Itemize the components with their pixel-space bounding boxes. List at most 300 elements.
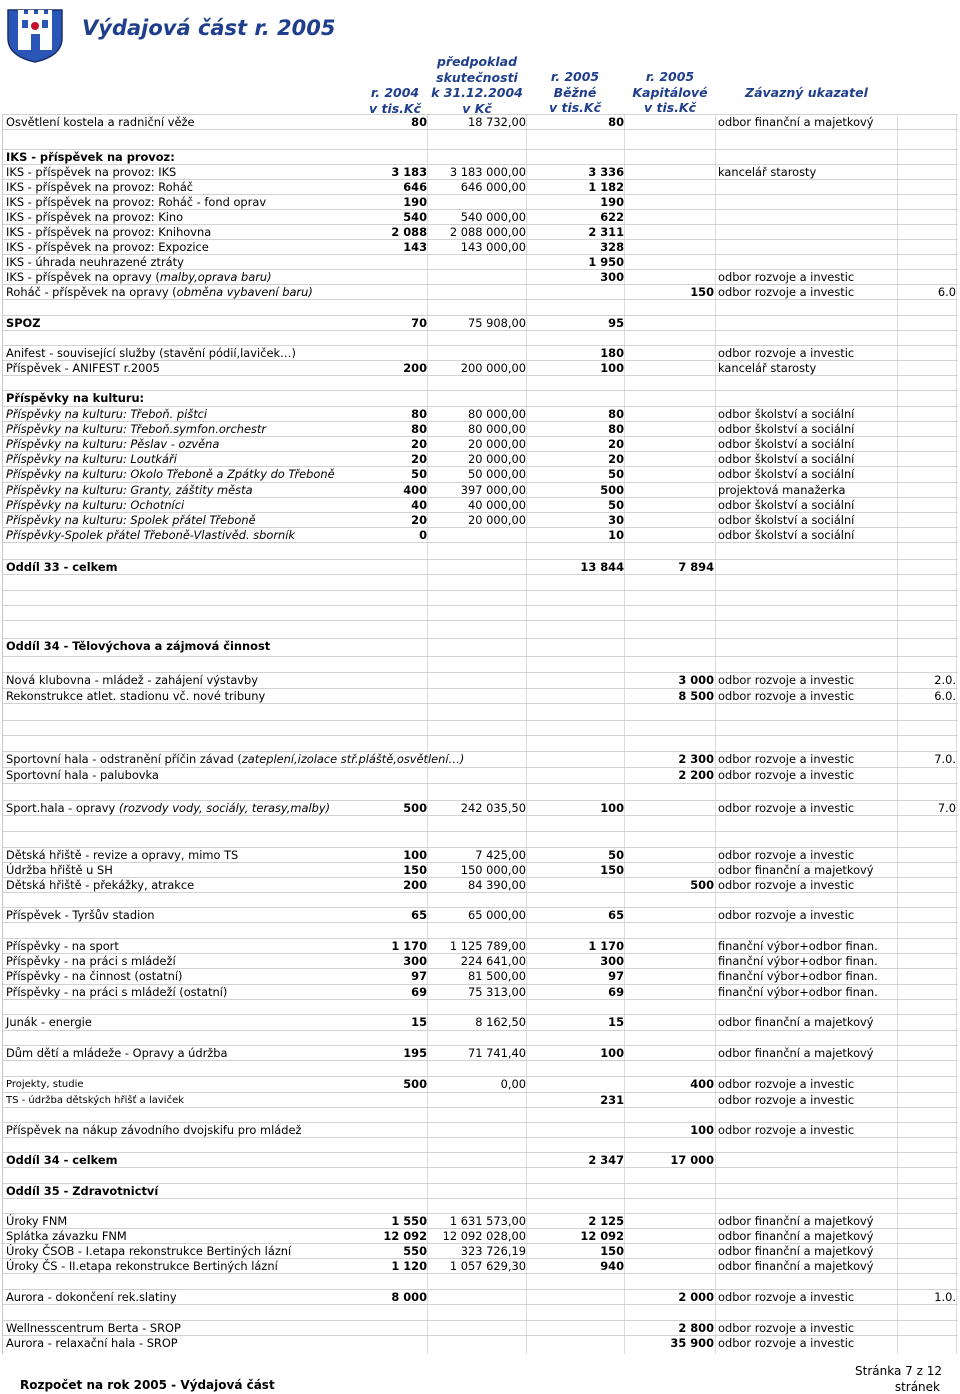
value-skutecnost: 80 000,00: [468, 407, 526, 421]
value-skutecnost: 20 000,00: [468, 437, 526, 451]
value-kapitalove-2005: 35 900: [670, 1336, 714, 1350]
row-label: Dětská hřiště - překážky, atrakce: [6, 878, 195, 892]
table-row: [3, 1243, 958, 1259]
value-skutecnost: 20 000,00: [468, 452, 526, 466]
value-ukazatel: odbor rozvoje a investic: [718, 1123, 855, 1137]
value-ukazatel: odbor finanční a majetkový: [718, 1015, 874, 1029]
value-bezne-2005: 150: [600, 1244, 624, 1258]
table-row: [3, 815, 958, 831]
row-label-note: zateplení,izolace stř.pláště,osvětlení…): [241, 752, 465, 766]
table-row: [3, 1014, 958, 1030]
row-label: Junák - energie: [6, 1015, 92, 1029]
value-extra: 7.0.: [934, 752, 956, 766]
table-row: [3, 149, 958, 165]
value-2004: 200: [403, 361, 427, 375]
row-label: IKS - příspěvek na provoz: Knihovna: [6, 225, 212, 239]
table-row: [3, 1122, 958, 1138]
value-ukazatel: odbor rozvoje a investic: [718, 285, 855, 299]
value-skutecnost: 81 500,00: [468, 969, 526, 983]
value-skutecnost: 224 641,00: [460, 954, 526, 968]
table-row: [3, 375, 958, 391]
row-label: Úroky ČS - II.etapa rekonstrukce Bertiných lázní: [6, 1259, 278, 1273]
row-label: Oddíl 34 - celkem: [6, 1153, 118, 1167]
value-2004: 190: [403, 195, 427, 209]
table-row: [3, 360, 958, 376]
value-skutecnost: 2 088 000,00: [449, 225, 526, 239]
header-line: Kapitálové: [632, 84, 708, 100]
table-row: [3, 451, 958, 467]
value-ukazatel: odbor školství a sociální: [718, 467, 855, 481]
row-label: Nová klubovna - mládež - zahájení výstavby: [6, 673, 259, 687]
table-row: [3, 542, 958, 558]
value-kapitalove-2005: 2 300: [678, 752, 714, 766]
column-header-skutecnost: [428, 54, 526, 116]
value-2004: 500: [403, 801, 427, 815]
table-row: [3, 209, 958, 225]
value-bezne-2005: 100: [600, 801, 624, 815]
header-line: Závazný ukazatel: [745, 85, 868, 100]
value-2004: 20: [411, 513, 427, 527]
table-row: [3, 497, 958, 513]
value-skutecnost: 1 125 789,00: [449, 939, 526, 953]
row-label: Příspěvek - ANIFEST r.2005: [6, 361, 160, 375]
value-bezne-2005: 50: [608, 498, 624, 512]
value-ukazatel: odbor školství a sociální: [718, 513, 855, 527]
table-row: [3, 767, 958, 783]
value-bezne-2005: 2 347: [588, 1153, 624, 1167]
row-label: SPOZ: [6, 316, 41, 330]
table-row: [3, 953, 958, 969]
value-skutecnost: 71 741,40: [468, 1046, 526, 1060]
value-bezne-2005: 65: [608, 908, 624, 922]
table-row: [3, 735, 958, 751]
table-row: [3, 330, 958, 346]
row-label: Anifest - související služby (stavění pódií,laviček…): [6, 346, 296, 360]
column-header-ukazatel: [745, 85, 868, 101]
value-ukazatel: odbor rozvoje a investic: [718, 346, 855, 360]
column-header-kapitalove: [630, 69, 710, 116]
row-label: Příspěvky-Spolek přátel Třeboně-Vlastivěd. sborník: [6, 528, 296, 542]
header-line: r. 2005: [550, 69, 600, 84]
value-skutecnost: 20 000,00: [468, 513, 526, 527]
value-skutecnost: 0,00: [500, 1077, 526, 1091]
table-row: [3, 527, 958, 543]
table-row: [3, 1335, 958, 1351]
value-2004: 20: [411, 452, 427, 466]
row-label: IKS - příspěvek na provoz: Kino: [6, 210, 184, 224]
header-line: skutečnosti: [436, 69, 518, 85]
header-line: r. 2004: [370, 85, 420, 100]
table-row: [3, 574, 958, 590]
table-row: [3, 620, 958, 636]
table-row: [3, 1167, 958, 1183]
value-bezne-2005: 190: [600, 195, 624, 209]
table-row: [3, 877, 958, 893]
table-row: [3, 938, 958, 954]
row-label: Projekty, studie: [6, 1079, 84, 1090]
table-row: [3, 907, 958, 923]
value-2004: 65: [411, 908, 427, 922]
value-2004: 100: [403, 848, 427, 862]
value-kapitalove-2005: 17 000: [670, 1153, 714, 1167]
value-extra: 7.0: [937, 801, 956, 815]
row-label: Příspěvky - na práci s mládeží: [6, 954, 176, 968]
header-line: r. 2005: [645, 69, 695, 84]
row-label: Příspěvky na kulturu: Třeboň. pištci: [6, 407, 208, 421]
table-row: [3, 1320, 958, 1336]
value-skutecnost: 143 000,00: [460, 240, 526, 254]
value-ukazatel: odbor finanční a majetkový: [718, 1046, 874, 1060]
table-row: [3, 605, 958, 621]
value-skutecnost: 84 390,00: [468, 878, 526, 892]
table-row: [3, 783, 958, 799]
table-row: [3, 1228, 958, 1244]
value-ukazatel: odbor rozvoje a investic: [718, 848, 855, 862]
value-ukazatel: odbor rozvoje a investic: [718, 689, 855, 703]
value-skutecnost: 540 000,00: [460, 210, 526, 224]
value-skutecnost: 75 908,00: [468, 316, 526, 330]
value-bezne-2005: 3 336: [588, 165, 624, 179]
page-number: Stránka 7 z 12: [855, 1364, 942, 1378]
table-row: [3, 1304, 958, 1320]
row-label: IKS - příspěvek na provoz: IKS: [6, 165, 177, 179]
value-bezne-2005: 300: [600, 270, 624, 284]
row-label: IKS - příspěvek na provoz: Roháč: [6, 180, 194, 194]
row-label: Dům dětí a mládeže - Opravy a údržba: [6, 1046, 228, 1060]
table-row: [3, 1076, 958, 1092]
row-label: Příspěvky na kulturu: Okolo Třeboně a Zpátky do Třeboně: [6, 467, 335, 481]
value-ukazatel: odbor finanční a majetkový: [718, 1214, 874, 1228]
table-row: [3, 254, 958, 270]
value-kapitalove-2005: 2 200: [678, 768, 714, 782]
value-bezne-2005: 12 092: [580, 1229, 624, 1243]
table-row: [3, 482, 958, 498]
table-row: [3, 688, 958, 704]
value-bezne-2005: 10: [608, 528, 624, 542]
value-2004: 12 092: [383, 1229, 427, 1243]
value-skutecnost: 80 000,00: [468, 422, 526, 436]
row-label: Roháč - příspěvek na opravy (obměna vybavení baru): [6, 285, 313, 299]
row-label: IKS - úhrada neuhrazené ztráty: [6, 255, 184, 269]
value-ukazatel: odbor rozvoje a investic: [718, 752, 855, 766]
value-2004: 97: [411, 969, 427, 983]
value-skutecnost: 3 183 000,00: [449, 165, 526, 179]
row-label: TS - údržba dětských hřišť a laviček: [6, 1095, 185, 1106]
table-row: [3, 831, 958, 847]
table-row: [3, 299, 958, 315]
value-kapitalove-2005: 500: [690, 878, 714, 892]
value-skutecnost: 18 732,00: [468, 115, 526, 129]
value-2004: 70: [411, 316, 427, 330]
table-row: [3, 421, 958, 437]
table-row: [3, 1183, 958, 1199]
row-label: Aurora - relaxační hala - SROP: [6, 1336, 178, 1350]
value-ukazatel: odbor rozvoje a investic: [718, 878, 855, 892]
row-label: Příspěvky - na sport: [6, 939, 119, 953]
value-ukazatel: odbor rozvoje a investic: [718, 1093, 855, 1107]
value-ukazatel: odbor rozvoje a investic: [718, 270, 855, 284]
row-label: Úroky FNM: [6, 1214, 68, 1228]
value-2004: 8 000: [391, 1290, 427, 1304]
row-label: Oddíl 35 - Zdravotnictví: [6, 1184, 159, 1198]
value-2004: 3 183: [391, 165, 427, 179]
value-skutecnost: 323 726,19: [460, 1244, 526, 1258]
table-row: [3, 315, 958, 331]
value-2004: 15: [411, 1015, 427, 1029]
table-row: [3, 129, 958, 145]
value-ukazatel: odbor školství a sociální: [718, 452, 855, 466]
value-ukazatel: odbor finanční a majetkový: [718, 1244, 874, 1258]
row-label: Rekonstrukce atlet. stadionu vč. nové tribuny: [6, 689, 266, 703]
table-row: [3, 406, 958, 422]
value-2004: 20: [411, 437, 427, 451]
column-header-2004: [365, 85, 425, 116]
value-skutecnost: 646 000,00: [460, 180, 526, 194]
budget-table: [2, 114, 958, 1354]
row-label-note: malby,oprava baru): [159, 270, 272, 284]
value-2004: 150: [403, 863, 427, 877]
value-bezne-2005: 80: [608, 115, 624, 129]
table-row: [3, 672, 958, 688]
column-header-bezne: [540, 69, 610, 116]
table-row: [3, 590, 958, 606]
value-bezne-2005: 80: [608, 422, 624, 436]
value-skutecnost: 242 035,50: [460, 801, 526, 815]
value-2004: 69: [411, 985, 427, 999]
value-skutecnost: 1 057 629,30: [449, 1259, 526, 1273]
row-label: IKS - příspěvek na provoz: Expozice: [6, 240, 209, 254]
row-label: Splátka závazku FNM: [6, 1229, 127, 1243]
value-extra: 6.0.: [934, 689, 956, 703]
value-bezne-2005: 231: [600, 1093, 624, 1107]
table-row: [3, 559, 958, 575]
town-crest-logo: [4, 4, 66, 64]
row-label: Příspěvky - na činnost (ostatní): [6, 969, 183, 983]
header-line: Běžné: [553, 84, 597, 100]
row-label: Oddíl 34 - Tělovýchova a zájmová činnost: [6, 639, 271, 653]
table-row: [3, 390, 958, 406]
value-bezne-2005: 300: [600, 954, 624, 968]
value-2004: 195: [403, 1046, 427, 1060]
table-row: [3, 1273, 958, 1289]
value-bezne-2005: 2 125: [588, 1214, 624, 1228]
table-row: [3, 862, 958, 878]
value-bezne-2005: 50: [608, 848, 624, 862]
value-bezne-2005: 150: [600, 863, 624, 877]
value-skutecnost: 50 000,00: [468, 467, 526, 481]
value-ukazatel: odbor rozvoje a investic: [718, 908, 855, 922]
table-row: [3, 179, 958, 195]
table-row: [3, 224, 958, 240]
value-skutecnost: 40 000,00: [468, 498, 526, 512]
value-ukazatel: odbor finanční a majetkový: [718, 1229, 874, 1243]
value-2004: 80: [411, 422, 427, 436]
value-bezne-2005: 500: [600, 483, 624, 497]
value-2004: 400: [403, 483, 427, 497]
value-ukazatel: kancelář starosty: [718, 361, 817, 375]
value-ukazatel: odbor školství a sociální: [718, 498, 855, 512]
table-row: [3, 194, 958, 210]
row-label: Příspěvky - na práci s mládeží (ostatní): [6, 985, 228, 999]
table-row: [3, 239, 958, 255]
table-row: [3, 1258, 958, 1274]
table-row: [3, 1107, 958, 1123]
value-ukazatel: odbor rozvoje a investic: [718, 673, 855, 687]
table-row: [3, 999, 958, 1015]
value-skutecnost: 1 631 573,00: [449, 1214, 526, 1228]
value-bezne-2005: 180: [600, 346, 624, 360]
value-2004: 2 088: [391, 225, 427, 239]
value-skutecnost: 75 313,00: [468, 985, 526, 999]
document-title: Výdajová část r. 2005: [82, 16, 336, 40]
table-row: [3, 269, 958, 285]
row-label-note: obměna vybavení baru): [176, 285, 313, 299]
header-line: v tis.Kč: [643, 100, 697, 115]
value-bezne-2005: 80: [608, 407, 624, 421]
header-line: k 31.12.2004: [431, 85, 523, 100]
table-row: [3, 436, 958, 452]
value-ukazatel: odbor finanční a majetkový: [718, 115, 874, 129]
table-row: [3, 720, 958, 736]
table-row: [3, 751, 958, 767]
value-bezne-2005: 69: [608, 985, 624, 999]
value-2004: 646: [403, 180, 427, 194]
table-row: [3, 1060, 958, 1076]
value-ukazatel: odbor rozvoje a investic: [718, 768, 855, 782]
value-ukazatel: odbor školství a sociální: [718, 407, 855, 421]
table-row: [3, 114, 958, 130]
value-bezne-2005: 940: [600, 1259, 624, 1273]
row-label: IKS - příspěvek na provoz: Roháč - fond oprav: [6, 195, 267, 209]
value-ukazatel: odbor rozvoje a investic: [718, 1077, 855, 1091]
row-label: Příspěvky na kulturu: Granty, záštity města: [6, 483, 253, 497]
header-line: v tis.Kč: [368, 100, 422, 116]
row-label: Sportovní hala - odstranění příčin závad (zateplení,izolace stř.pláště,osvětlení…): [6, 752, 465, 766]
table-row: [3, 984, 958, 1000]
table-row: [3, 703, 958, 719]
table-row: [3, 345, 958, 361]
row-label: Úroky ČSOB - I.etapa rekonstrukce Bertiných lázní: [6, 1244, 292, 1258]
value-bezne-2005: 15: [608, 1015, 624, 1029]
value-kapitalove-2005: 2 800: [678, 1321, 714, 1335]
value-2004: 1 550: [391, 1214, 427, 1228]
row-label: Dětská hřiště - revize a opravy, mimo TS: [6, 848, 239, 862]
value-bezne-2005: 50: [608, 467, 624, 481]
row-label: Příspěvky na kulturu:: [6, 391, 145, 405]
value-bezne-2005: 30: [608, 513, 624, 527]
value-2004: 500: [403, 1077, 427, 1091]
header-line: v tis.Kč: [548, 100, 602, 115]
table-row: [3, 164, 958, 180]
table-row: [3, 1030, 958, 1046]
value-skutecnost: 7 425,00: [475, 848, 526, 862]
value-bezne-2005: 100: [600, 361, 624, 375]
row-label: Sportovní hala - palubovka: [6, 768, 159, 782]
value-ukazatel: odbor rozvoje a investic: [718, 1290, 855, 1304]
value-bezne-2005: 1 182: [588, 180, 624, 194]
header-line: v Kč: [462, 100, 492, 116]
row-label: Příspěvek na nákup závodního dvojskifu pro mládež: [6, 1123, 302, 1137]
table-row: [3, 800, 958, 816]
value-2004: 200: [403, 878, 427, 892]
value-ukazatel: odbor finanční a majetkový: [718, 863, 874, 877]
value-kapitalove-2005: 150: [690, 285, 714, 299]
row-label: Aurora - dokončení rek.slatiny: [6, 1290, 177, 1304]
row-label: Příspěvek - Tyršův stadion: [6, 908, 155, 922]
value-2004: 50: [411, 467, 427, 481]
table-row: [3, 922, 958, 938]
value-kapitalove-2005: 100: [690, 1123, 714, 1137]
value-2004: 0: [419, 528, 427, 542]
value-2004: 300: [403, 954, 427, 968]
value-kapitalove-2005: 3 000: [678, 673, 714, 687]
row-label: Osvětlení kostela a radniční věže: [6, 115, 195, 129]
value-extra: 2.0.: [934, 673, 956, 687]
table-row: [3, 1092, 958, 1108]
row-label: IKS - příspěvek na provoz:: [6, 150, 175, 164]
value-bezne-2005: 1 950: [588, 255, 624, 269]
table-row: [3, 968, 958, 984]
table-row: [3, 656, 958, 672]
value-2004: 143: [403, 240, 427, 254]
value-ukazatel: finanční výbor+odbor finan.: [718, 954, 878, 968]
table-row: [3, 1213, 958, 1229]
value-2004: 1 170: [391, 939, 427, 953]
value-ukazatel: finanční výbor+odbor finan.: [718, 969, 878, 983]
value-ukazatel: odbor školství a sociální: [718, 422, 855, 436]
value-ukazatel: finanční výbor+odbor finan.: [718, 985, 878, 999]
table-row: [3, 1198, 958, 1214]
footer-pages-label: stránek: [894, 1380, 940, 1394]
value-2004: 550: [403, 1244, 427, 1258]
row-label: Wellnesscentrum Berta - SROP: [6, 1321, 181, 1335]
row-label: Příspěvky na kulturu: Loutkáři: [6, 452, 177, 466]
value-ukazatel: projektová manažerka: [718, 483, 846, 497]
value-extra: 6.0: [937, 285, 956, 299]
value-skutecnost: 150 000,00: [460, 863, 526, 877]
value-bezne-2005: 20: [608, 437, 624, 451]
value-bezne-2005: 100: [600, 1046, 624, 1060]
value-ukazatel: finanční výbor+odbor finan.: [718, 939, 878, 953]
value-skutecnost: 65 000,00: [468, 908, 526, 922]
value-2004: 540: [403, 210, 427, 224]
value-bezne-2005: 328: [600, 240, 624, 254]
value-skutecnost: 8 162,50: [475, 1015, 526, 1029]
row-label: Příspěvky na kulturu: Třeboň.symfon.orchestr: [6, 422, 267, 436]
table-row: [3, 638, 958, 654]
table-row: [3, 1289, 958, 1305]
value-2004: 80: [411, 115, 427, 129]
row-label: Příspěvky na kulturu: Spolek přátel Třeboně: [6, 513, 256, 527]
value-kapitalove-2005: 7 894: [678, 560, 714, 574]
value-2004: 80: [411, 407, 427, 421]
row-label: Oddíl 33 - celkem: [6, 560, 118, 574]
footer-title: Rozpočet na rok 2005 - Výdajová část: [20, 1378, 275, 1392]
row-label-note: (rozvody vody, sociály, terasy,malby): [118, 801, 331, 815]
value-ukazatel: odbor rozvoje a investic: [718, 1321, 855, 1335]
row-label: Sport.hala - opravy (rozvody vody, sociály, terasy,malby): [6, 801, 331, 815]
value-skutecnost: 200 000,00: [460, 361, 526, 375]
value-kapitalove-2005: 8 500: [678, 689, 714, 703]
value-bezne-2005: 1 170: [588, 939, 624, 953]
value-extra: 1.0.: [934, 1290, 956, 1304]
value-kapitalove-2005: 2 000: [678, 1290, 714, 1304]
value-bezne-2005: 2 311: [588, 225, 624, 239]
table-row: [3, 847, 958, 863]
value-bezne-2005: 13 844: [580, 560, 624, 574]
value-ukazatel: odbor rozvoje a investic: [718, 801, 855, 815]
value-kapitalove-2005: 400: [690, 1077, 714, 1091]
